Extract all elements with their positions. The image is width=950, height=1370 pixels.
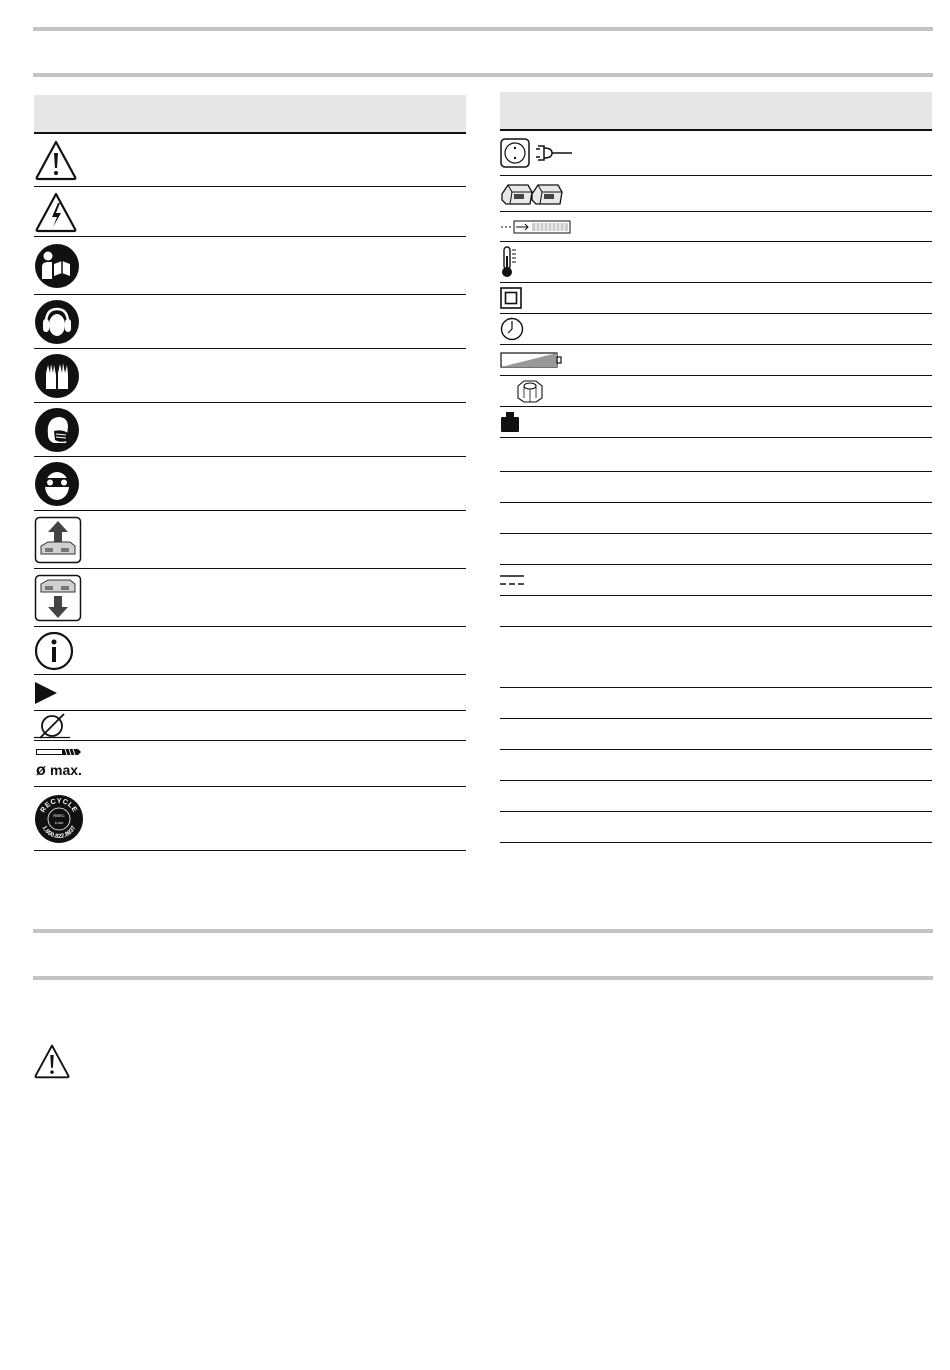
section-rule bbox=[33, 73, 933, 77]
table-row bbox=[500, 212, 932, 242]
mains-socket-plug-icon bbox=[500, 138, 576, 168]
eye-protection-icon bbox=[34, 461, 80, 507]
table-row bbox=[34, 511, 466, 569]
direct-current-icon bbox=[500, 573, 524, 587]
table-row bbox=[500, 627, 932, 688]
top-rule bbox=[33, 27, 933, 31]
max-label: max. bbox=[50, 761, 82, 778]
drill-bit-icon bbox=[36, 747, 82, 757]
table-row bbox=[500, 750, 932, 781]
table-row bbox=[34, 711, 466, 741]
right-specs-table bbox=[500, 92, 932, 843]
battery-packs-icon bbox=[500, 180, 564, 208]
svg-text:1.800.822.8837: 1.800.822.8837 bbox=[40, 824, 78, 840]
protective-gloves-icon bbox=[34, 353, 80, 399]
diameter-icon bbox=[34, 713, 70, 739]
battery-capacity-icon bbox=[500, 352, 562, 368]
table-row bbox=[500, 438, 932, 472]
table-row bbox=[500, 719, 932, 750]
table-row bbox=[34, 295, 466, 349]
thermometer-icon bbox=[500, 246, 520, 278]
electric-shock-warning-icon bbox=[34, 191, 78, 233]
table-row bbox=[500, 176, 932, 212]
right-table-header bbox=[500, 92, 932, 131]
diameter-symbol: ø bbox=[36, 761, 46, 779]
nut-icon bbox=[500, 378, 560, 404]
information-icon bbox=[34, 631, 74, 671]
table-row bbox=[500, 534, 932, 565]
weight-icon bbox=[500, 411, 520, 433]
table-row bbox=[500, 407, 932, 438]
table-row bbox=[34, 349, 466, 403]
svg-text:RBRC: RBRC bbox=[53, 812, 65, 818]
table-row bbox=[500, 812, 932, 843]
table-row bbox=[500, 376, 932, 407]
insert-battery-icon bbox=[34, 516, 82, 564]
left-symbol-table bbox=[34, 95, 466, 851]
table-row bbox=[500, 131, 932, 176]
table-row bbox=[34, 569, 466, 627]
read-manual-icon bbox=[34, 243, 80, 289]
section-rule bbox=[33, 976, 933, 980]
dust-mask-icon bbox=[34, 407, 80, 453]
table-row bbox=[34, 787, 466, 851]
clock-icon bbox=[500, 317, 524, 341]
section-rule bbox=[33, 929, 933, 933]
table-row bbox=[500, 242, 932, 283]
table-row bbox=[500, 345, 932, 376]
table-row bbox=[34, 403, 466, 457]
table-row bbox=[500, 596, 932, 627]
rbrc-recycle-seal-icon bbox=[34, 794, 84, 844]
warning-triangle-icon bbox=[34, 139, 78, 181]
table-row bbox=[500, 314, 932, 345]
table-row bbox=[500, 472, 932, 503]
table-row bbox=[500, 565, 932, 596]
svg-text:RECYCLE: RECYCLE bbox=[39, 797, 79, 814]
svg-text:Li-ion: Li-ion bbox=[54, 820, 64, 825]
table-row bbox=[500, 688, 932, 719]
table-row bbox=[34, 741, 466, 787]
table-row bbox=[34, 237, 466, 295]
table-row bbox=[34, 187, 466, 237]
warning-triangle-icon bbox=[33, 1043, 71, 1079]
remove-battery-icon bbox=[34, 574, 82, 622]
table-row bbox=[34, 457, 466, 511]
arrow-bullet-icon bbox=[34, 681, 58, 705]
double-insulation-icon bbox=[500, 287, 522, 309]
charging-indicator-icon bbox=[500, 219, 572, 235]
table-row bbox=[500, 781, 932, 812]
table-row bbox=[34, 134, 466, 187]
left-table-header bbox=[34, 95, 466, 134]
max-drill-diameter-icon bbox=[34, 746, 94, 782]
table-row bbox=[34, 675, 466, 711]
ear-protection-icon bbox=[34, 299, 80, 345]
table-row bbox=[500, 283, 932, 314]
table-row bbox=[34, 627, 466, 675]
table-row bbox=[500, 503, 932, 534]
